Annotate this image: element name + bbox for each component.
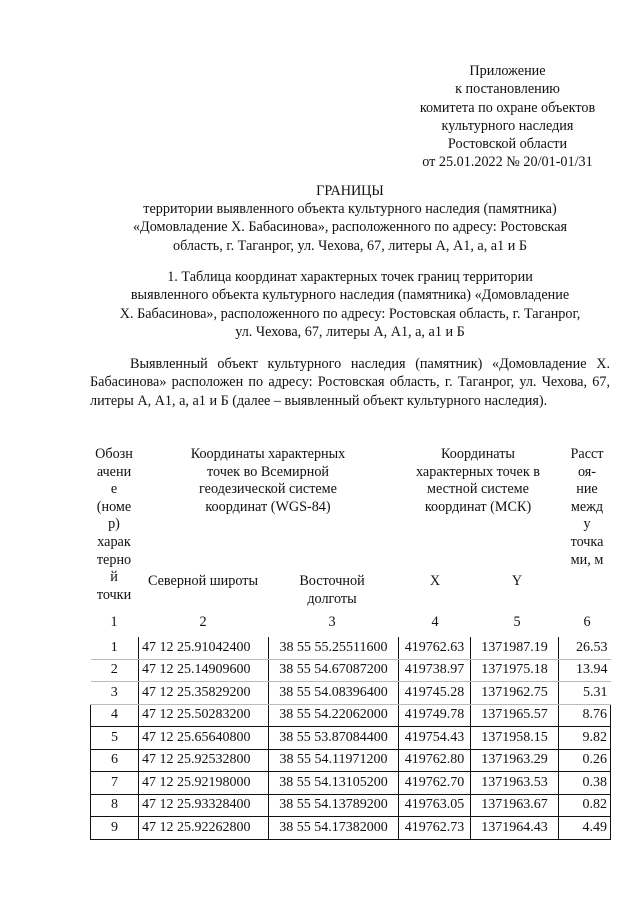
col-number: 4 [431, 614, 439, 630]
appendix-line: от 25.01.2022 № 20/01-01/31 [422, 154, 593, 171]
header-wgs: Координаты характерных точек во Всемирной геодезической системе координат (WGS-84) [190, 446, 346, 515]
header-east-lon: Восточной долготы [299, 573, 365, 607]
col-number: 3 [328, 614, 336, 630]
header-y: Y [511, 573, 523, 589]
appendix-line: Приложение [469, 63, 546, 79]
header-designation: Обозн ачени е (номе р) харак терно й точки [95, 446, 133, 603]
appendix-line: Ростовской области [447, 136, 568, 153]
document-title: ГРАНИЦЫ [316, 183, 384, 199]
subtitle-line: территории выявленного объекта культурного наследия (памятника) [143, 201, 557, 217]
section-heading [70, 268, 630, 341]
table-row: 1 47 12 25.91042400 38 55 55.25511600 419762.63 1371987.19 26.53 [91, 637, 611, 659]
table-row: 5 47 12 25.65640800 38 55 53.87084400 419754.43 1371958.15 9.82 [91, 727, 611, 750]
section-line: 1. Таблица координат характерных точек границ территории [167, 269, 533, 285]
table-row: 9 47 12 25.92262800 38 55 54.17382000 419762.73 1371964.43 4.49 [91, 817, 611, 840]
table-row: 2 47 12 25.14909600 38 55 54.67087200 419738.97 1371975.18 13.94 [91, 659, 611, 682]
table-row: 7 47 12 25.92198000 38 55 54.13105200 419762.70 1371963.53 0.38 [91, 772, 611, 795]
header-distance: Расст оя- ние межд у точка ми, м [570, 446, 604, 568]
coordinates-table [90, 637, 611, 840]
subtitle-line: область, г. Таганрог, ул. Чехова, 67, литеры А, А1, а, а1 и Б [172, 237, 528, 254]
table-row: 3 47 12 25.35829200 38 55 54.08396400 419745.28 1371962.75 5.31 [91, 682, 611, 705]
section-line: Х. Бабасинова», расположенного по адресу: Ростовская область, г. Таганрог, [119, 305, 581, 322]
subtitle-line: «Домовладение Х. Бабасинова», расположенного по адресу: Ростовская [132, 219, 568, 236]
table-row: 8 47 12 25.93328400 38 55 54.13789200 419763.05 1371963.67 0.82 [91, 794, 611, 817]
appendix-line: комитета по охране объектов [419, 99, 596, 116]
appendix-block [395, 62, 620, 172]
section-line: ул. Чехова, 67, литеры А, А1, а, а1 и Б [235, 323, 465, 340]
appendix-line: к постановлению [455, 81, 560, 98]
header-x: X [429, 573, 441, 589]
description-paragraph: Выявленный объект культурного наследия (памятник) «Домовладение Х. Бабасинова» расположен по адресу: Ростовская область, г. Таганрог, ул. Чехова, 67, литеры А, А1, а, а1 и Б (далее – выявленный объект культурного наследия). [90, 356, 610, 409]
col-number: 2 [199, 614, 207, 630]
header-north-lat: Северной широты [147, 573, 258, 589]
appendix-line: культурного наследия [441, 117, 574, 134]
col-number: 5 [513, 614, 521, 630]
col-number: 1 [110, 614, 118, 630]
table-row: 4 47 12 25.50283200 38 55 54.22062000 419749.78 1371965.57 8.76 [91, 704, 611, 727]
document-subtitle [70, 200, 630, 255]
col-number: 6 [583, 614, 591, 630]
table-row: 6 47 12 25.92532800 38 55 54.11971200 419762.80 1371963.29 0.26 [91, 749, 611, 772]
section-line: выявленного объекта культурного наследия (памятника) «Домовладение [130, 287, 570, 304]
header-msk: Координаты характерных точек в местной системе координат (МСК) [416, 446, 540, 515]
